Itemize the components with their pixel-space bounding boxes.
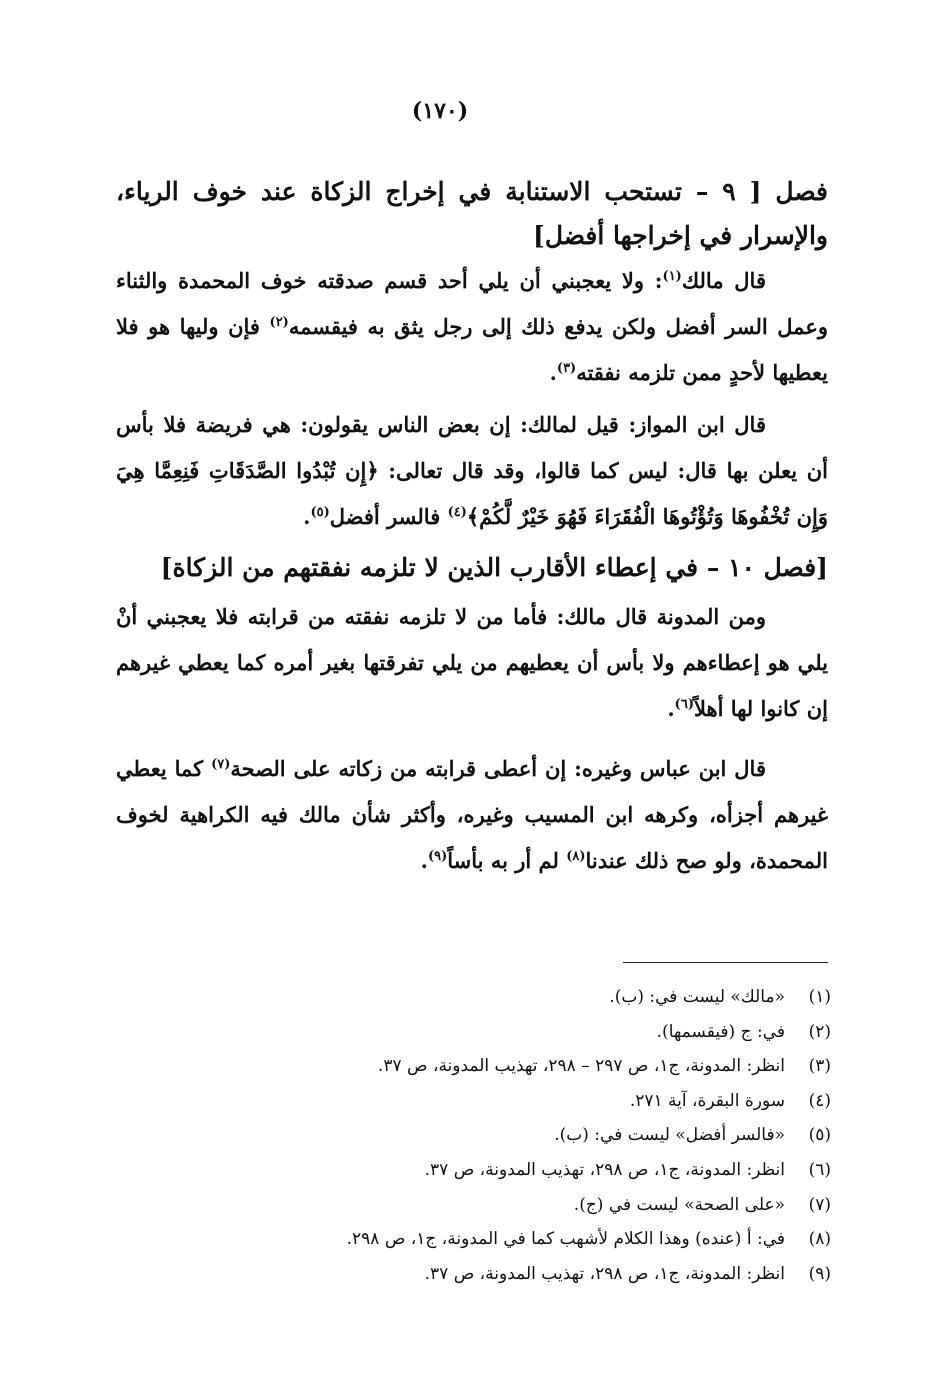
paragraph-4-text-b: كما يعطي غيرهم أجزأه، وكرهه ابن المسيب وغيره، وأكثر شأن مالك فيه الكراهية لخوف المحمدة، ولو صح ذلك عندنا (116, 756, 828, 873)
footnote-1 (211, 980, 831, 1015)
paragraph-2 (116, 402, 828, 540)
footnote-number: (٢) (808, 1021, 831, 1042)
footnote-text: في: ج (فيقسمها). (656, 1021, 785, 1042)
paragraph-1-text-a: قال مالك (681, 268, 766, 293)
section-9-heading: فصل [ ٩ – تستحب الاستنابة في إخراج الزكاة عند خوف الرياء، والإسرار في إخراجها أفضل] (116, 177, 828, 250)
footnote-ref-7[interactable]: (٧) (211, 757, 231, 772)
footnote-ref-9[interactable]: (٩) (427, 849, 448, 864)
paragraph-1 (116, 258, 828, 396)
paragraph-4-text-a: قال ابن عباس وغيره: إن أعطى قرابته من زكاته على الصحة (230, 756, 766, 781)
footnote-6 (211, 1153, 831, 1188)
footnote-text: انظر: المدونة، ج١، ص ٢٩٨، تهذيب المدونة، ص ٣٧. (424, 1263, 785, 1284)
footnote-text: «على الصحة» ليست في (ج). (573, 1194, 785, 1215)
footnote-number: (٤) (808, 1090, 831, 1111)
footnote-ref-2[interactable]: (٢) (269, 315, 289, 330)
footnote-text: «مالك» ليست في: (ب). (609, 987, 785, 1007)
main-text (116, 170, 828, 890)
footnote-ref-3[interactable]: (٣) (556, 361, 577, 376)
section-10-heading: [فصل ١٠ – في إعطاء الأقارب الذين لا تلزمه نفقتهم من الزكاة] (160, 553, 828, 582)
footnote-text: سورة البقرة، آية ٢٧١. (629, 1090, 785, 1111)
footnote-number: (٣) (808, 1056, 831, 1077)
paragraph-1-text-b: : ولا يعجبني أن يلي أحد قسم صدقته خوف المحمدة والثناء وعمل السر أفضل ولكن يدفع ذلك إلى رجل يثق به فيقسمه (116, 268, 828, 339)
paragraph-1-text-d: . (549, 360, 557, 385)
footnote-number: (٩) (808, 1263, 831, 1284)
paragraph-4-text-d: . (420, 848, 428, 873)
footnote-4 (211, 1084, 831, 1119)
paragraph-2-text-b: فالسر أفضل (329, 504, 448, 529)
footnotes-list (211, 980, 831, 1291)
footnote-2 (211, 1015, 831, 1050)
footnote-separator (623, 962, 828, 963)
paragraph-4 (116, 746, 828, 884)
footnote-5 (211, 1118, 831, 1153)
footnote-text: انظر: المدونة، ج١، ص ٢٩٧ – ٢٩٨، تهذيب المدونة، ص ٣٧. (377, 1056, 785, 1077)
footnote-text: «فالسر أفضل» ليست في: (ب). (554, 1125, 785, 1146)
page-number: (١٧٠) (411, 98, 469, 124)
footnote-number: (١) (808, 987, 831, 1007)
footnote-number: (٧) (808, 1194, 831, 1215)
footnote-text: انظر: المدونة، ج١، ص ٢٩٨، تهذيب المدونة، ص ٣٧. (424, 1159, 785, 1180)
footnote-ref-8[interactable]: (٨) (566, 849, 586, 864)
footnote-number: (٦) (808, 1159, 831, 1180)
footnote-ref-6[interactable]: (٦) (674, 697, 694, 712)
paragraph-3-text-b: . (667, 696, 675, 721)
footnote-ref-5[interactable]: (٥) (310, 505, 330, 520)
footnote-7 (211, 1188, 831, 1223)
footnote-number: (٨) (808, 1229, 831, 1250)
paragraph-4-text-c: لم أر به بأساً (447, 848, 567, 873)
footnote-ref-4[interactable]: (٤) (447, 505, 467, 520)
footnote-3 (211, 1049, 831, 1084)
paragraph-3-text-a: ومن المدونة قال مالك: فأما من لا تلزمه نفقته من قرابته فلا يعجبني أنْ يلي هو إعطاءهم ولا بأس أن يعطيهم من يلي تفرقتها بغير أمره كما يعطي غيرهم إن كانوا لها أهلاً (116, 604, 828, 721)
footnote-number: (٥) (808, 1125, 831, 1146)
footnote-text: في: أ (عنده) وهذا الكلام لأشهب كما في المدونة، ج١، ص ٢٩٨. (346, 1229, 785, 1250)
footnote-9 (211, 1257, 831, 1292)
footnote-8 (211, 1222, 831, 1257)
footnote-ref-1[interactable]: (١) (662, 269, 682, 284)
paragraph-3 (116, 594, 828, 732)
paragraph-2-text-c: . (303, 504, 311, 529)
paragraph-1-text-c: فإن وليها هو فلا يعطيها لأحدٍ ممن تلزمه نفقته (116, 314, 828, 385)
paragraph-2-text-a: قال ابن المواز: قيل لمالك: إن بعض الناس يقولون: هي فريضة فلا بأس أن يعلن بها قال: ليس كما قالوا، وقد قال تعالى: ﴿إِن تُبْدُوا الصَّدَقَاتِ فَنِعِمَّا هِيَ وَإِن تُخْفُوهَا وَتُؤْتُوهَا الْفُقَرَاءَ فَهُوَ خَيْرٌ لَّكُمْ﴾ (116, 412, 828, 529)
